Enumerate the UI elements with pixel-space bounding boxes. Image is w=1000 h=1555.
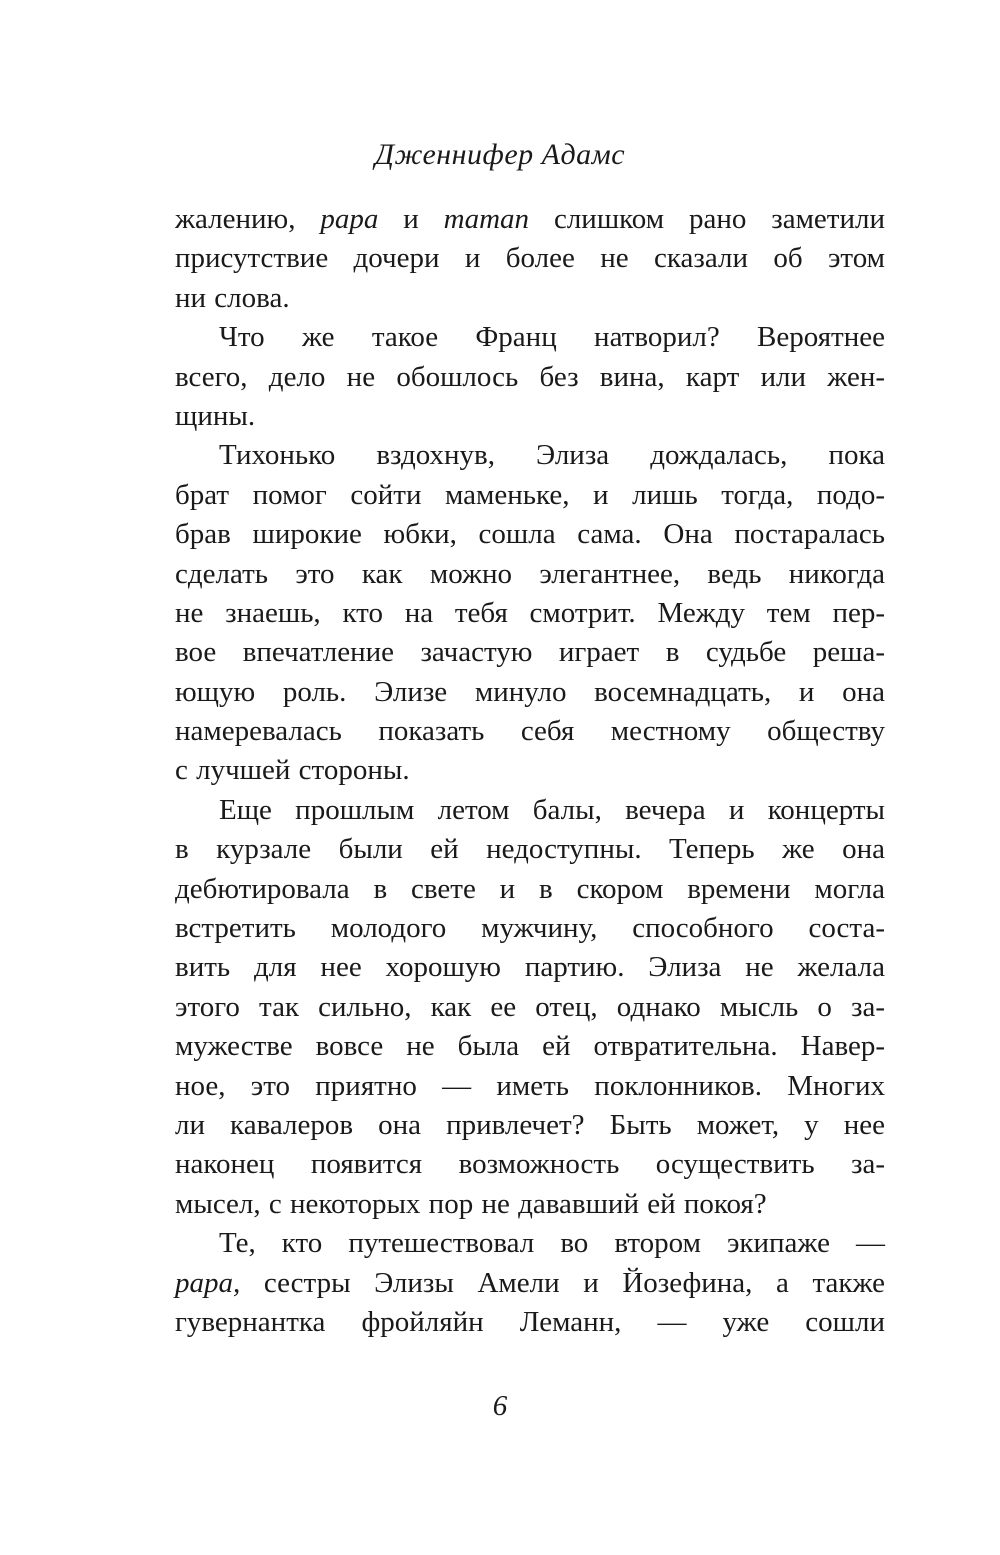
text-line	[175, 318, 885, 357]
text-run: этого так сильно, как ее отец, однако мысль о за-	[175, 990, 885, 1023]
text-run: гувернантка фройляйн Леманн, — уже сошли	[175, 1305, 885, 1338]
text-line	[175, 830, 885, 869]
text-run: сестры Элизы Амели и Йозефина, а также	[240, 1266, 885, 1299]
text-line	[175, 1185, 885, 1224]
text-line	[175, 909, 885, 948]
text-run: не знаешь, кто на тебя смотрит. Между тем пер-	[175, 596, 885, 629]
text-line	[175, 633, 885, 672]
text-run: вое впечатление зачастую играет в судьбе реша-	[175, 636, 885, 669]
italic-word: maman	[443, 203, 530, 235]
body-text	[175, 200, 885, 1342]
text-run: присутствие дочери и более не сказали об этом	[175, 242, 885, 275]
paragraph	[175, 1224, 885, 1342]
text-run: Еще прошлым летом балы, вечера и концерты	[219, 793, 885, 826]
text-line	[175, 476, 885, 515]
text-run: слишком рано заметили	[529, 203, 885, 235]
text-run: намеревалась показать себя местному обществу	[175, 715, 885, 748]
text-run: ни слова.	[175, 281, 290, 314]
paragraph	[175, 318, 885, 436]
text-line	[175, 1303, 885, 1342]
paragraph	[175, 791, 885, 1224]
text-run: ное, это приятно — иметь поклонников. Многих	[175, 1069, 885, 1102]
text-line	[175, 1145, 885, 1184]
text-line	[175, 988, 885, 1027]
running-head: Дженнифер Адамс	[374, 138, 626, 171]
text-run: жалению,	[175, 203, 321, 235]
text-line	[175, 791, 885, 830]
text-run: брав широкие юбки, сошла сама. Она постаралась	[175, 518, 885, 551]
page-number: 6	[492, 1390, 508, 1422]
text-run: Те, кто путешествовал во втором экипаже —	[219, 1227, 885, 1260]
text-line	[175, 397, 885, 436]
text-line	[175, 1067, 885, 1106]
text-run: вить для нее хорошую партию. Элиза не желала	[175, 951, 885, 984]
text-line	[175, 673, 885, 712]
text-line	[175, 239, 885, 278]
text-line	[175, 712, 885, 751]
text-run: ющую роль. Элизе минуло восемнадцать, и она	[175, 675, 885, 708]
text-line	[175, 515, 885, 554]
text-line	[175, 870, 885, 909]
text-line	[175, 279, 885, 318]
text-line	[175, 1106, 885, 1145]
paragraph	[175, 436, 885, 791]
text-run: ли кавалеров она привлечет? Быть может, у нее	[175, 1108, 885, 1141]
text-run: мысел, с некоторых пор не дававший ей покоя?	[175, 1187, 767, 1220]
text-line	[175, 594, 885, 633]
text-line	[175, 358, 885, 397]
text-line	[175, 1224, 885, 1263]
text-run: Что же такое Франц натворил? Вероятнее	[219, 321, 885, 354]
paragraph	[175, 200, 885, 318]
text-line	[175, 948, 885, 987]
text-run: щины.	[175, 399, 256, 432]
italic-word: papa	[320, 203, 379, 235]
text-run: сделать это как можно элегантнее, ведь никогда	[175, 557, 885, 590]
text-run: брат помог сойти маменьке, и лишь тогда, подо-	[175, 478, 885, 511]
text-line	[175, 436, 885, 475]
text-run: наконец появится возможность осуществить за-	[175, 1148, 885, 1181]
text-line	[175, 555, 885, 594]
text-line	[175, 1027, 885, 1066]
text-run: мужестве вовсе не была ей отвратительна. Навер-	[175, 1030, 885, 1063]
text-line	[175, 751, 885, 790]
text-run: и	[378, 203, 444, 235]
italic-word: papa,	[175, 1266, 241, 1299]
text-run: Тихонько вздохнув, Элиза дождалась, пока	[219, 439, 885, 472]
text-run: встретить молодого мужчину, способного соста-	[175, 912, 885, 945]
text-run: в курзале были ей недоступны. Теперь же она	[175, 833, 885, 866]
text-line	[175, 1264, 885, 1303]
text-run: всего, дело не обошлось без вина, карт или жен-	[175, 360, 885, 393]
text-run: дебютировала в свете и в скором времени могла	[175, 872, 885, 905]
text-run: с лучшей стороны.	[175, 754, 410, 787]
text-line	[175, 200, 885, 239]
